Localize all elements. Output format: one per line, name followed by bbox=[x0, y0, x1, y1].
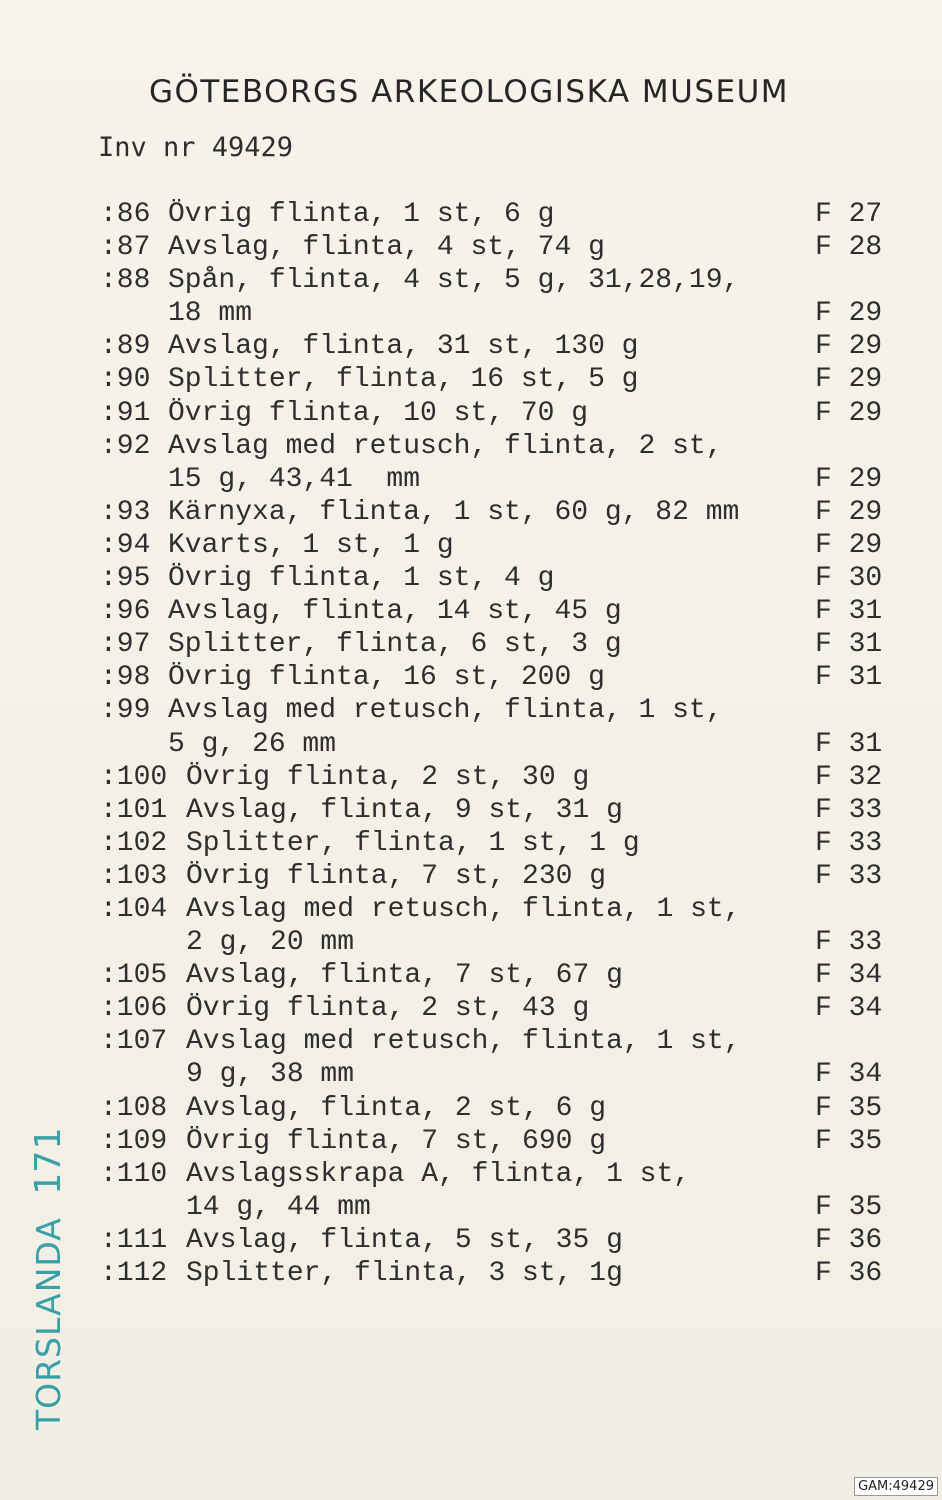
find-bag-number: F 29 bbox=[815, 331, 883, 363]
entry-row bbox=[100, 330, 900, 363]
entry-description: Avslag, flinta, 5 st, 35 g bbox=[186, 1224, 623, 1256]
entry-description: Övrig flinta, 7 st, 690 g bbox=[186, 1125, 607, 1157]
entry-description: Övrig flinta, 2 st, 43 g bbox=[186, 993, 590, 1025]
inventory-number: Inv nr 49429 bbox=[98, 132, 294, 163]
entry-row bbox=[100, 1025, 900, 1058]
entry-row bbox=[100, 827, 900, 860]
entry-description: Avslag med retusch, flinta, 2 st, bbox=[168, 430, 723, 462]
entry-row bbox=[100, 529, 900, 562]
entry-row bbox=[100, 959, 900, 992]
find-bag-number: F 29 bbox=[815, 364, 883, 396]
stamp-place: TORSLANDA bbox=[29, 1217, 68, 1430]
entry-number: :96 bbox=[100, 596, 151, 628]
entry-row bbox=[100, 661, 900, 694]
entry-number: :98 bbox=[100, 662, 151, 694]
entry-number: :95 bbox=[100, 563, 151, 595]
entry-number: :94 bbox=[100, 529, 151, 561]
entry-description: Övrig flinta, 7 st, 230 g bbox=[186, 860, 607, 892]
entry-row bbox=[100, 562, 900, 595]
entry-description: Kärnyxa, flinta, 1 st, 60 g, 82 mm bbox=[168, 496, 740, 528]
entry-row bbox=[100, 1224, 900, 1257]
entry-row bbox=[100, 728, 900, 761]
entry-row bbox=[100, 992, 900, 1025]
entry-row bbox=[100, 463, 900, 496]
find-bag-number: F 34 bbox=[815, 993, 883, 1025]
entry-number: :110 bbox=[100, 1158, 168, 1190]
entry-continuation: 2 g, 20 mm bbox=[186, 927, 355, 959]
find-bag-number: F 33 bbox=[815, 794, 883, 826]
find-bag-number: F 32 bbox=[815, 761, 883, 793]
entry-row bbox=[100, 860, 900, 893]
find-bag-number: F 35 bbox=[815, 1125, 883, 1157]
find-bag-number: F 31 bbox=[815, 596, 883, 628]
entry-description: Kvarts, 1 st, 1 g bbox=[168, 529, 454, 561]
entry-row bbox=[100, 761, 900, 794]
entry-continuation: 9 g, 38 mm bbox=[186, 1059, 355, 1091]
entry-row bbox=[100, 694, 900, 727]
find-bag-number: F 34 bbox=[815, 960, 883, 992]
find-bag-number: F 28 bbox=[815, 232, 883, 264]
entry-row bbox=[100, 628, 900, 661]
site-stamp bbox=[28, 1127, 69, 1430]
entry-row bbox=[100, 1191, 900, 1224]
entry-number: :104 bbox=[100, 893, 168, 925]
entry-number: :90 bbox=[100, 364, 151, 396]
find-bag-number: F 31 bbox=[815, 662, 883, 694]
find-bag-number: F 29 bbox=[815, 298, 883, 330]
find-bag-number: F 31 bbox=[815, 728, 883, 760]
entry-description: Spån, flinta, 4 st, 5 g, 31,28,19, bbox=[168, 265, 740, 297]
find-bag-number: F 29 bbox=[815, 463, 883, 495]
entry-row bbox=[100, 893, 900, 926]
entry-description: Avslag, flinta, 7 st, 67 g bbox=[186, 960, 623, 992]
entry-number: :100 bbox=[100, 761, 168, 793]
entry-continuation: 14 g, 44 mm bbox=[186, 1191, 371, 1223]
entry-description: Avslag, flinta, 9 st, 31 g bbox=[186, 794, 623, 826]
entry-row bbox=[100, 1058, 900, 1091]
entry-description: Avslag, flinta, 31 st, 130 g bbox=[168, 331, 639, 363]
entry-description: Splitter, flinta, 16 st, 5 g bbox=[168, 364, 639, 396]
entry-number: :112 bbox=[100, 1258, 168, 1289]
entry-number: :105 bbox=[100, 960, 168, 992]
find-bag-number: F 33 bbox=[815, 927, 883, 959]
entry-description: Splitter, flinta, 6 st, 3 g bbox=[168, 629, 622, 661]
entry-description: Avslag, flinta, 2 st, 6 g bbox=[186, 1092, 607, 1124]
find-bag-number: F 33 bbox=[815, 860, 883, 892]
find-bag-number: F 31 bbox=[815, 629, 883, 661]
entry-number: :107 bbox=[100, 1026, 168, 1058]
entry-row bbox=[100, 231, 900, 264]
find-bag-number: F 27 bbox=[815, 199, 883, 230]
entry-number: :103 bbox=[100, 860, 168, 892]
entry-description: Avslag med retusch, flinta, 1 st, bbox=[168, 695, 723, 727]
entry-number: :88 bbox=[100, 265, 151, 297]
find-bag-number: F 30 bbox=[815, 563, 883, 595]
entry-description: Avslag med retusch, flinta, 1 st, bbox=[186, 1026, 741, 1058]
entry-row bbox=[100, 1092, 900, 1125]
find-bag-number: F 36 bbox=[815, 1224, 883, 1256]
entry-description: Övrig flinta, 1 st, 4 g bbox=[168, 563, 555, 595]
entry-number: :87 bbox=[100, 232, 151, 264]
entry-number: :97 bbox=[100, 629, 151, 661]
entry-continuation: 5 g, 26 mm bbox=[168, 728, 337, 760]
entry-description: Avslagsskrapa A, flinta, 1 st, bbox=[186, 1158, 691, 1190]
entry-description: Övrig flinta, 2 st, 30 g bbox=[186, 761, 590, 793]
entry-row bbox=[100, 264, 900, 297]
entry-description: Avslag, flinta, 14 st, 45 g bbox=[168, 596, 622, 628]
entry-number: :101 bbox=[100, 794, 168, 826]
entry-number: :93 bbox=[100, 496, 151, 528]
find-bag-number: F 35 bbox=[815, 1191, 883, 1223]
image-id-label: GAM:49429 bbox=[854, 1477, 938, 1496]
find-bag-number: F 29 bbox=[815, 496, 883, 528]
entry-number: :106 bbox=[100, 993, 168, 1025]
entry-row bbox=[100, 198, 900, 231]
entry-row bbox=[100, 926, 900, 959]
entry-row bbox=[100, 496, 900, 529]
entry-continuation: 15 g, 43,41 mm bbox=[168, 463, 421, 495]
entry-description: Övrig flinta, 16 st, 200 g bbox=[168, 662, 605, 694]
entry-description: Avslag med retusch, flinta, 1 st, bbox=[186, 893, 741, 925]
find-bag-number: F 36 bbox=[815, 1258, 883, 1289]
entry-number: :111 bbox=[100, 1224, 168, 1256]
entry-continuation: 18 mm bbox=[168, 298, 253, 330]
entry-row bbox=[100, 397, 900, 430]
entry-row bbox=[100, 1257, 900, 1290]
entry-description: Övrig flinta, 1 st, 6 g bbox=[168, 199, 555, 230]
entry-description: Avslag, flinta, 4 st, 74 g bbox=[168, 232, 605, 264]
entry-row bbox=[100, 1125, 900, 1158]
entry-row bbox=[100, 363, 900, 396]
stamp-number: 171 bbox=[28, 1127, 69, 1196]
entry-number: :91 bbox=[100, 397, 151, 429]
find-bag-number: F 29 bbox=[815, 397, 883, 429]
entry-number: :108 bbox=[100, 1092, 168, 1124]
entry-row bbox=[100, 430, 900, 463]
find-bag-number: F 35 bbox=[815, 1092, 883, 1124]
entry-list bbox=[100, 198, 900, 1290]
find-bag-number: F 34 bbox=[815, 1059, 883, 1091]
entry-row bbox=[100, 297, 900, 330]
entry-number: :102 bbox=[100, 827, 168, 859]
find-bag-number: F 33 bbox=[815, 827, 883, 859]
entry-description: Övrig flinta, 10 st, 70 g bbox=[168, 397, 589, 429]
entry-number: :86 bbox=[100, 199, 151, 230]
entry-row bbox=[100, 595, 900, 628]
entry-description: Splitter, flinta, 3 st, 1g bbox=[186, 1258, 623, 1289]
find-bag-number: F 29 bbox=[815, 529, 883, 561]
entry-number: :99 bbox=[100, 695, 151, 727]
entry-description: Splitter, flinta, 1 st, 1 g bbox=[186, 827, 640, 859]
museum-title: GÖTEBORGS ARKEOLOGISKA MUSEUM bbox=[148, 74, 790, 110]
entry-number: :109 bbox=[100, 1125, 168, 1157]
entry-row bbox=[100, 794, 900, 827]
entry-row bbox=[100, 1158, 900, 1191]
entry-number: :89 bbox=[100, 331, 151, 363]
entry-number: :92 bbox=[100, 430, 151, 462]
